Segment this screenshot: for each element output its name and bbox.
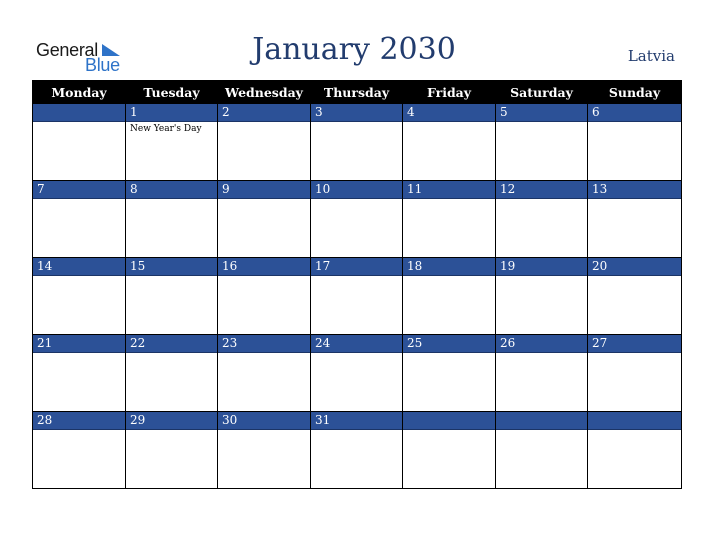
day-number xyxy=(588,412,681,430)
day-cell[interactable] xyxy=(496,181,588,258)
week-row xyxy=(33,104,682,181)
day-cell[interactable] xyxy=(403,258,496,335)
day-cell[interactable] xyxy=(496,412,588,489)
day-number: 9 xyxy=(218,181,310,199)
country-label: Latvia xyxy=(627,47,675,65)
day-number: 3 xyxy=(311,104,402,122)
day-number: 16 xyxy=(218,258,310,276)
day-cell[interactable] xyxy=(588,335,682,412)
day-cell[interactable] xyxy=(311,104,403,181)
day-number: 10 xyxy=(311,181,402,199)
weekday-header: Sunday xyxy=(588,81,682,104)
week-row xyxy=(33,258,682,335)
day-cell[interactable] xyxy=(33,335,126,412)
day-number: 2 xyxy=(218,104,310,122)
day-cell[interactable] xyxy=(218,335,311,412)
day-number: 12 xyxy=(496,181,587,199)
day-cell[interactable] xyxy=(496,104,588,181)
holiday-label: New Year's Day xyxy=(130,124,202,134)
day-number: 25 xyxy=(403,335,495,353)
day-number: 30 xyxy=(218,412,310,430)
calendar-title: January 2030 xyxy=(252,32,456,67)
day-number xyxy=(496,412,587,430)
calendar-body xyxy=(33,104,682,489)
day-number: 19 xyxy=(496,258,587,276)
weekday-header: Thursday xyxy=(311,81,403,104)
day-number: 24 xyxy=(311,335,402,353)
day-cell[interactable] xyxy=(33,258,126,335)
weekday-header: Monday xyxy=(33,81,126,104)
day-cell[interactable] xyxy=(496,335,588,412)
day-cell[interactable] xyxy=(126,104,218,181)
day-cell[interactable] xyxy=(403,412,496,489)
day-number: 13 xyxy=(588,181,681,199)
day-number: 7 xyxy=(33,181,125,199)
day-number: 4 xyxy=(403,104,495,122)
day-cell[interactable] xyxy=(218,258,311,335)
day-number: 11 xyxy=(403,181,495,199)
day-number: 27 xyxy=(588,335,681,353)
day-cell[interactable] xyxy=(311,412,403,489)
day-number: 5 xyxy=(496,104,587,122)
weekday-header: Friday xyxy=(403,81,496,104)
weekday-header: Saturday xyxy=(496,81,588,104)
day-cell[interactable] xyxy=(311,181,403,258)
day-cell[interactable] xyxy=(33,181,126,258)
day-number: 17 xyxy=(311,258,402,276)
day-number: 31 xyxy=(311,412,402,430)
day-number xyxy=(33,104,125,122)
week-row xyxy=(33,335,682,412)
day-cell[interactable] xyxy=(126,181,218,258)
logo-text-general: General xyxy=(36,40,98,60)
day-cell[interactable] xyxy=(588,258,682,335)
day-number: 22 xyxy=(126,335,217,353)
day-cell[interactable] xyxy=(33,412,126,489)
day-number: 29 xyxy=(126,412,217,430)
day-cell[interactable] xyxy=(33,104,126,181)
day-number: 14 xyxy=(33,258,125,276)
day-cell[interactable] xyxy=(126,412,218,489)
day-number: 21 xyxy=(33,335,125,353)
day-cell[interactable] xyxy=(218,104,311,181)
day-cell[interactable] xyxy=(588,104,682,181)
week-row xyxy=(33,412,682,489)
day-cell[interactable] xyxy=(403,181,496,258)
day-number: 6 xyxy=(588,104,681,122)
day-number xyxy=(403,412,495,430)
day-cell[interactable] xyxy=(126,258,218,335)
weekday-header: Tuesday xyxy=(126,81,218,104)
day-cell[interactable] xyxy=(403,104,496,181)
day-number: 15 xyxy=(126,258,217,276)
day-number: 8 xyxy=(126,181,217,199)
logo-text-blue: Blue xyxy=(85,55,120,75)
day-cell[interactable] xyxy=(218,412,311,489)
day-number: 26 xyxy=(496,335,587,353)
day-cell[interactable] xyxy=(588,181,682,258)
week-row xyxy=(33,181,682,258)
day-number: 23 xyxy=(218,335,310,353)
day-cell[interactable] xyxy=(588,412,682,489)
calendar-grid xyxy=(32,80,682,489)
day-cell[interactable] xyxy=(403,335,496,412)
day-cell[interactable] xyxy=(126,335,218,412)
day-number: 18 xyxy=(403,258,495,276)
day-number: 28 xyxy=(33,412,125,430)
weekday-header-row xyxy=(33,81,682,104)
weekday-header: Wednesday xyxy=(218,81,311,104)
day-cell[interactable] xyxy=(496,258,588,335)
day-cell[interactable] xyxy=(311,258,403,335)
day-cell[interactable] xyxy=(218,181,311,258)
day-number: 20 xyxy=(588,258,681,276)
day-cell[interactable] xyxy=(311,335,403,412)
day-number: 1 xyxy=(126,104,217,122)
